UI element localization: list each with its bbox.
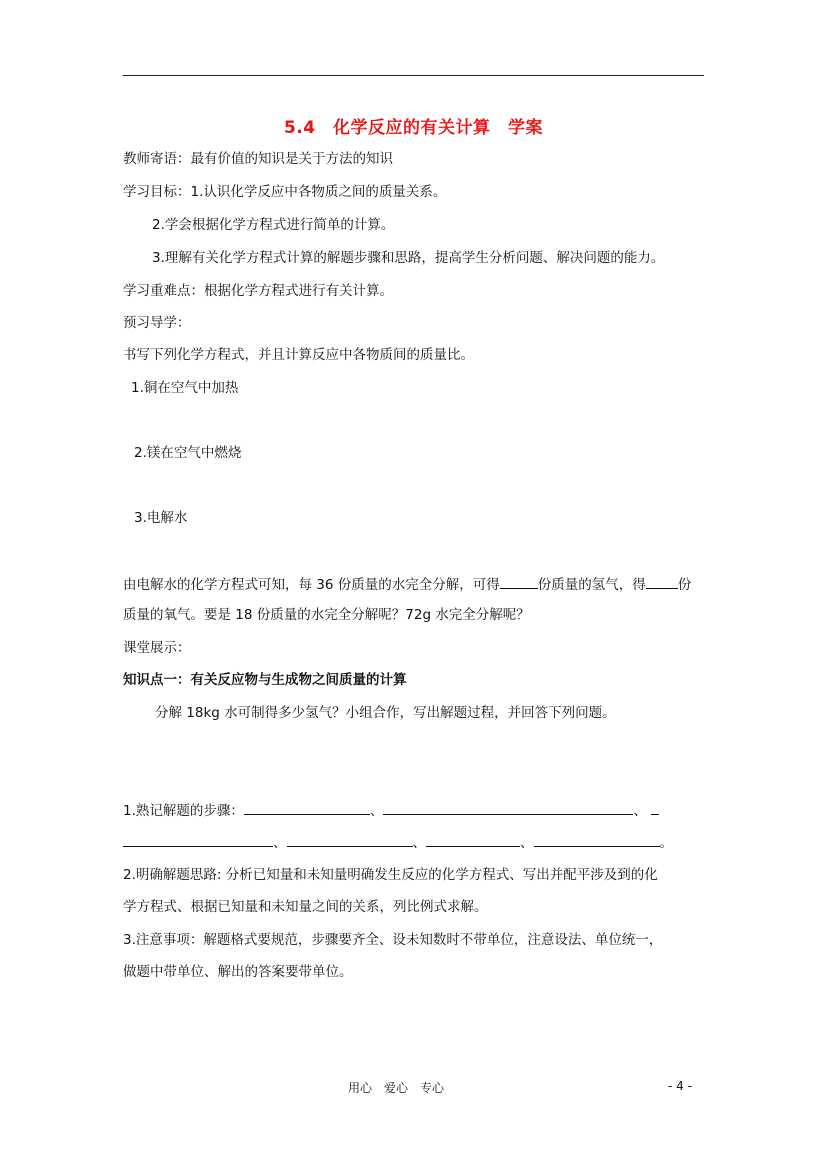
step-blank-3[interactable] [123,833,273,847]
step-blank-2[interactable] [383,801,633,815]
step-blank-1[interactable] [244,801,370,815]
learning-goal-2: 2.学会根据化学方程式进行简单的计算。 [152,217,395,233]
learning-goal-3: 3.理解有关化学方程式计算的解题步骤和思路，提高学生分析问题、解决问题的能力。 [152,250,665,266]
preview-instruction: 书写下列化学方程式，并且计算反应中各物质间的质量比。 [123,347,474,363]
preview-heading: 预习导学： [123,315,191,331]
oxygen-mass-blank[interactable] [646,575,678,589]
hydrogen-mass-blank[interactable] [500,575,538,589]
key-points: 学习重难点：根据化学方程式进行有关计算。 [123,283,393,299]
separator: 、 [520,835,534,851]
electrolysis-question-line2: 质量的氧气。要是 18 份质量的水完全分解呢？72g 水完全分解呢？ [123,607,530,623]
header-rule [123,75,704,76]
step-blank-5[interactable] [426,833,520,847]
separator: 、 [633,803,647,819]
preview-item-2: 2.镁在空气中燃烧 [134,445,242,461]
preview-item-1: 1.铜在空气中加热 [131,380,239,396]
footer-motto: 用心 爱心 专心 [348,1081,445,1095]
electrolysis-question-line1 [123,575,691,594]
task-prompt: 分解 18kg 水可制得多少氢气？小组合作，写出解题过程，并回答下列问题。 [155,705,616,721]
thinking-line2: 学方程式、根据已知量和未知量之间的关系，列比例式求解。 [123,899,488,915]
steps-line1 [123,801,659,820]
separator: 、 [369,803,384,819]
step-blank-6[interactable] [534,833,660,847]
thinking-line1: 2.明确解题思路: 分析已知量和未知量明确发生反应的化学方程式、写出并配平涉及到的化 [123,867,658,883]
electrolysis-text-c: 份 [677,577,692,593]
step-blank-3-start[interactable] [651,801,659,815]
electrolysis-text-b: 份质量的氢气，得 [537,577,646,593]
preview-item-3: 3.电解水 [134,510,188,526]
steps-line2 [123,833,673,852]
notes-line2: 做题中带单位、解出的答案要带单位。 [123,964,353,980]
steps-label: 1.熟记解题的步骤： [123,803,244,819]
separator: 、 [273,835,287,851]
page-number: - 4 - [668,1079,692,1093]
teacher-message: 教师寄语：最有价值的知识是关于方法的知识 [123,151,393,167]
document-title: 5.4 化学反应的有关计算 学案 [283,118,544,138]
separator: 、 [412,835,426,851]
notes-line1: 3.注意事项：解题格式要规范，步骤要齐全、设未知数时不带单位，注意设法、单位统一， [123,932,663,948]
period: 。 [659,835,673,851]
class-display-heading: 课堂展示： [123,640,191,656]
learning-goal-1: 学习目标：1.认识化学反应中各物质之间的质量关系。 [123,184,447,200]
electrolysis-text-a: 由电解水的化学方程式可知，每 36 份质量的水完全分解，可得 [123,577,500,593]
knowledge-point-1: 知识点一：有关反应物与生成物之间质量的计算 [123,672,407,688]
step-blank-4[interactable] [287,833,413,847]
